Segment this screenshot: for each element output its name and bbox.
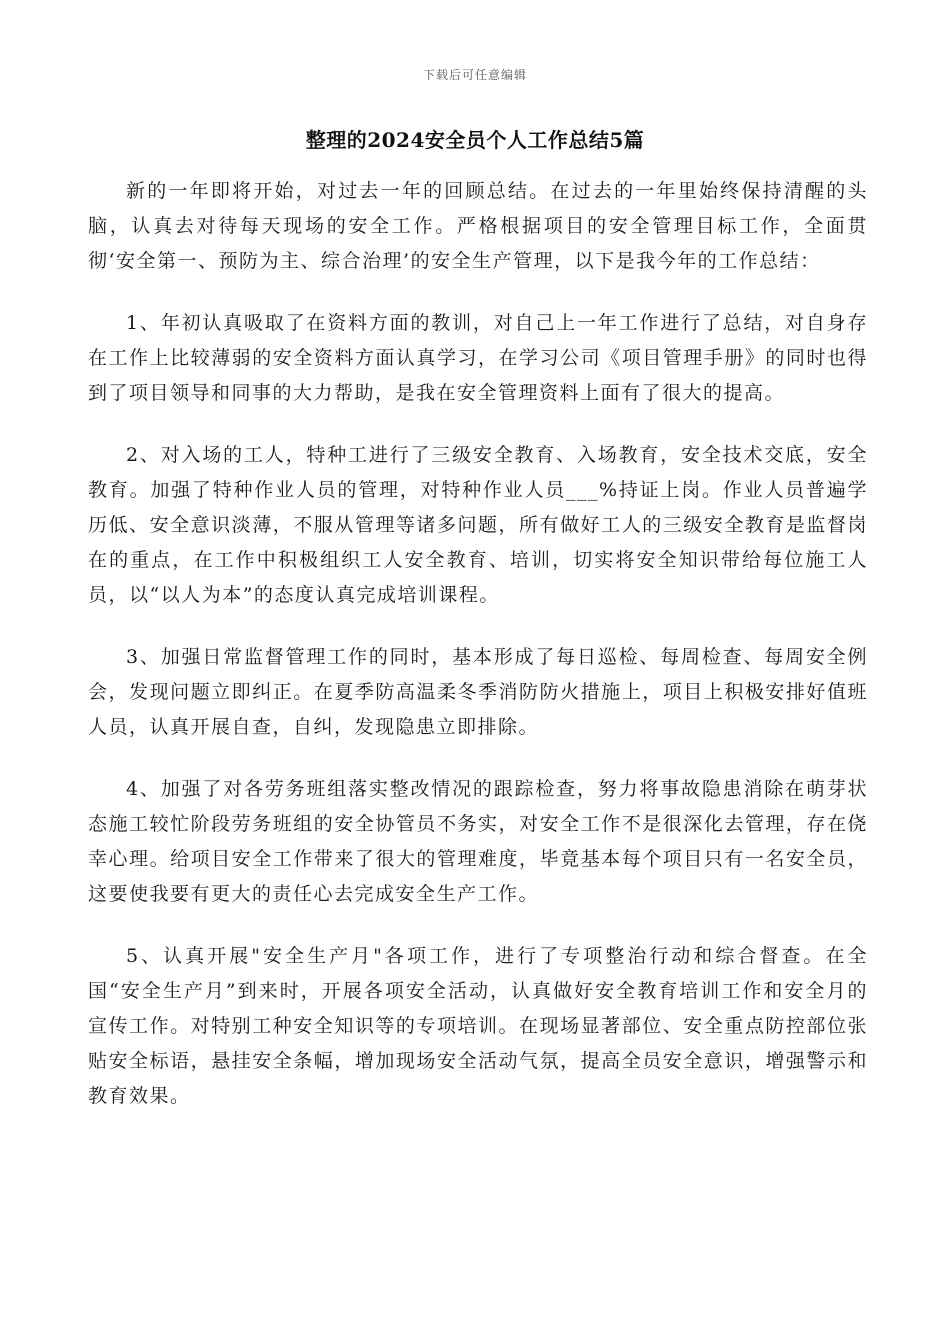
paragraph-item-4: 4、加强了对各劳务班组落实整改情况的跟踪检查，努力将事故隐患消除在萌芽状态施工较忙阶段劳务班组的安全协管员不务实，对安全工作不是很深化去管理，存在侥幸心理。给项目安全工作带来了很大的管理难度，毕竟基本每个项目只有一名安全员，这要使我要有更大的责任心去完成安全生产工作。	[88, 778, 868, 905]
intro-paragraph: 新的一年即将开始，对过去一年的回顾总结。在过去的一年里始终保持清醒的头脑，认真去对待每天现场的安全工作。严格根据项目的安全管理目标工作，全面贯彻‘安全第一、预防为主、综合治理’的安全生产管理，以下是我今年的工作总结：	[88, 180, 868, 272]
paragraph-item-1: 1、年初认真吸取了在资料方面的教训，对自己上一年工作进行了总结，对自身存在工作上比较薄弱的安全资料方面认真学习，在学习公司《项目管理手册》的同时也得到了项目领导和同事的大力帮助，是我在安全管理资料上面有了很大的提高。	[88, 312, 868, 404]
document-title: 整理的2024安全员个人工作总结5篇	[305, 128, 645, 152]
paragraph-item-5: 5、认真开展"安全生产月"各项工作，进行了专项整治行动和综合督查。在全国“安全生产月”到来时，开展各项安全活动，认真做好安全教育培训工作和安全月的宣传工作。对特别工种安全知识等的专项培训。在现场显著部位、安全重点防控部位张贴安全标语，悬挂安全条幅，增加现场安全活动气氛，提高全员安全意识，增强警示和教育效果。	[88, 945, 868, 1107]
paragraph-item-3: 3、加强日常监督管理工作的同时，基本形成了每日巡检、每周检查、每周安全例会，发现问题立即纠正。在夏季防高温柔冬季消防防火措施上，项目上积极安排好值班人员，认真开展自查，自纠，发现隐患立即排除。	[88, 646, 868, 738]
document-body	[88, 174, 868, 1141]
header-note: 下载后可任意编辑	[422, 68, 527, 82]
paragraph-item-2: 2、对入场的工人，特种工进行了三级安全教育、入场教育，安全技术交底，安全教育。加强了特种作业人员的管理，对特种作业人员___%持证上岗。作业人员普遍学历低、安全意识淡薄，不服从管理等诸多问题，所有做好工人的三级安全教育是监督岗在的重点，在工作中积极组织工人安全教育、培训，切实将安全知识带给每位施工人员，以“以人为本”的态度认真完成培训课程。	[88, 444, 868, 606]
